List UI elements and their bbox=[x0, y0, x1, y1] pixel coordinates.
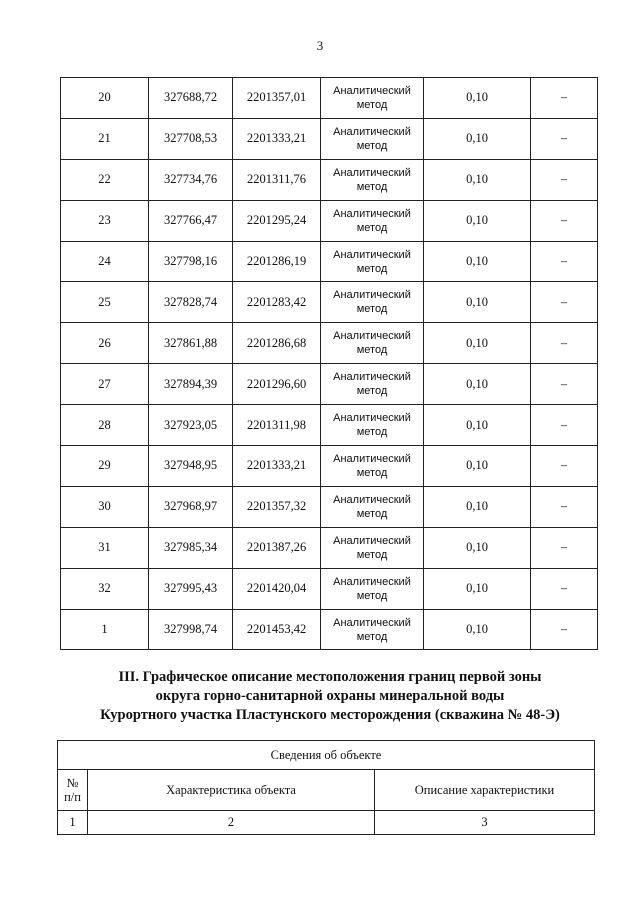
page-number: 3 bbox=[316, 38, 324, 53]
section-heading-line: Курортного участка Пластунского месторождения (скважина № 48-Э) bbox=[100, 707, 560, 723]
method-line: метод bbox=[356, 139, 388, 152]
header-number bbox=[58, 770, 88, 811]
table-row bbox=[61, 118, 598, 159]
x-coordinate-cell: 327985,34 bbox=[149, 527, 233, 568]
point-number-cell: 23 bbox=[61, 200, 149, 241]
accuracy-cell: 0,10 bbox=[424, 323, 531, 364]
note-cell: – bbox=[531, 405, 598, 446]
header-description: Описание характеристики bbox=[375, 770, 595, 811]
y-coordinate-cell: 2201357,32 bbox=[233, 486, 321, 527]
y-coordinate-cell: 2201283,42 bbox=[233, 282, 321, 323]
point-number-cell: 31 bbox=[61, 527, 149, 568]
section-heading-line: округа горно-санитарной охраны минеральной воды bbox=[155, 688, 505, 704]
y-coordinate-cell: 2201333,21 bbox=[233, 118, 321, 159]
y-coordinate-cell: 2201311,76 bbox=[233, 159, 321, 200]
x-coordinate-cell: 327688,72 bbox=[149, 78, 233, 119]
method-line: метод bbox=[356, 466, 388, 479]
method-cell bbox=[321, 364, 424, 405]
method-line: Аналитический bbox=[333, 125, 411, 138]
x-coordinate-cell: 327828,74 bbox=[149, 282, 233, 323]
point-number-cell: 32 bbox=[61, 568, 149, 609]
method-line: метод bbox=[356, 589, 388, 602]
method-line: Аналитический bbox=[333, 330, 411, 343]
header-number-line2: п/п bbox=[64, 790, 81, 804]
method-line: Аналитический bbox=[333, 412, 411, 425]
x-coordinate-cell: 327708,53 bbox=[149, 118, 233, 159]
x-coordinate-cell: 327998,74 bbox=[149, 609, 233, 650]
note-cell: – bbox=[531, 486, 598, 527]
object-info-table bbox=[57, 740, 595, 835]
table-row bbox=[61, 364, 598, 405]
note-cell: – bbox=[531, 159, 598, 200]
coordinates-table bbox=[60, 77, 598, 650]
note-cell: – bbox=[531, 527, 598, 568]
y-coordinate-cell: 2201387,26 bbox=[233, 527, 321, 568]
method-cell bbox=[321, 200, 424, 241]
table-row bbox=[61, 78, 598, 119]
table-row bbox=[61, 568, 598, 609]
method-line: Аналитический bbox=[333, 289, 411, 302]
object-info-title-row bbox=[58, 741, 595, 770]
index-cell: 3 bbox=[375, 811, 595, 835]
table-row bbox=[61, 527, 598, 568]
table-row bbox=[61, 241, 598, 282]
index-cell: 2 bbox=[88, 811, 375, 835]
point-number-cell: 20 bbox=[61, 78, 149, 119]
point-number-cell: 1 bbox=[61, 609, 149, 650]
accuracy-cell: 0,10 bbox=[424, 609, 531, 650]
point-number-cell: 25 bbox=[61, 282, 149, 323]
accuracy-cell: 0,10 bbox=[424, 200, 531, 241]
method-line: метод bbox=[356, 426, 388, 439]
y-coordinate-cell: 2201286,68 bbox=[233, 323, 321, 364]
x-coordinate-cell: 327968,97 bbox=[149, 486, 233, 527]
note-cell: – bbox=[531, 118, 598, 159]
table-row bbox=[61, 609, 598, 650]
method-cell bbox=[321, 282, 424, 323]
table-row bbox=[61, 405, 598, 446]
header-characteristic: Характеристика объекта bbox=[88, 770, 375, 811]
accuracy-cell: 0,10 bbox=[424, 118, 531, 159]
section-heading bbox=[40, 668, 620, 725]
method-line: Аналитический bbox=[333, 616, 411, 629]
x-coordinate-cell: 327995,43 bbox=[149, 568, 233, 609]
y-coordinate-cell: 2201311,98 bbox=[233, 405, 321, 446]
point-number-cell: 26 bbox=[61, 323, 149, 364]
table-row bbox=[61, 323, 598, 364]
x-coordinate-cell: 327948,95 bbox=[149, 446, 233, 487]
note-cell: – bbox=[531, 323, 598, 364]
accuracy-cell: 0,10 bbox=[424, 364, 531, 405]
note-cell: – bbox=[531, 364, 598, 405]
table-row bbox=[61, 282, 598, 323]
point-number-cell: 22 bbox=[61, 159, 149, 200]
method-cell bbox=[321, 323, 424, 364]
x-coordinate-cell: 327923,05 bbox=[149, 405, 233, 446]
method-line: метод bbox=[356, 548, 388, 561]
method-line: Аналитический bbox=[333, 248, 411, 261]
method-line: метод bbox=[356, 180, 388, 193]
method-line: Аналитический bbox=[333, 452, 411, 465]
table-row bbox=[61, 446, 598, 487]
method-cell bbox=[321, 118, 424, 159]
coordinates-table-body bbox=[61, 78, 598, 650]
y-coordinate-cell: 2201333,21 bbox=[233, 446, 321, 487]
accuracy-cell: 0,10 bbox=[424, 446, 531, 487]
x-coordinate-cell: 327894,39 bbox=[149, 364, 233, 405]
index-cell: 1 bbox=[58, 811, 88, 835]
table-row bbox=[61, 200, 598, 241]
x-coordinate-cell: 327734,76 bbox=[149, 159, 233, 200]
method-line: метод bbox=[356, 98, 388, 111]
y-coordinate-cell: 2201420,04 bbox=[233, 568, 321, 609]
point-number-cell: 28 bbox=[61, 405, 149, 446]
method-line: Аналитический bbox=[333, 493, 411, 506]
method-cell bbox=[321, 527, 424, 568]
point-number-cell: 29 bbox=[61, 446, 149, 487]
accuracy-cell: 0,10 bbox=[424, 159, 531, 200]
section-heading-line: III. Графическое описание местоположения границ первой зоны bbox=[118, 669, 542, 685]
note-cell: – bbox=[531, 282, 598, 323]
method-line: метод bbox=[356, 630, 388, 643]
object-info-index-row bbox=[58, 811, 595, 835]
accuracy-cell: 0,10 bbox=[424, 241, 531, 282]
method-line: Аналитический bbox=[333, 84, 411, 97]
method-line: метод bbox=[356, 221, 388, 234]
method-cell bbox=[321, 446, 424, 487]
accuracy-cell: 0,10 bbox=[424, 486, 531, 527]
method-line: метод bbox=[356, 344, 388, 357]
x-coordinate-cell: 327798,16 bbox=[149, 241, 233, 282]
method-cell bbox=[321, 486, 424, 527]
method-cell bbox=[321, 241, 424, 282]
table-row bbox=[61, 159, 598, 200]
y-coordinate-cell: 2201296,60 bbox=[233, 364, 321, 405]
note-cell: – bbox=[531, 78, 598, 119]
note-cell: – bbox=[531, 241, 598, 282]
method-line: Аналитический bbox=[333, 371, 411, 384]
method-cell bbox=[321, 609, 424, 650]
method-line: Аналитический bbox=[333, 534, 411, 547]
method-cell bbox=[321, 405, 424, 446]
method-line: метод bbox=[356, 303, 388, 316]
method-cell bbox=[321, 568, 424, 609]
accuracy-cell: 0,10 bbox=[424, 282, 531, 323]
table-row bbox=[61, 486, 598, 527]
point-number-cell: 30 bbox=[61, 486, 149, 527]
method-line: метод bbox=[356, 262, 388, 275]
accuracy-cell: 0,10 bbox=[424, 405, 531, 446]
accuracy-cell: 0,10 bbox=[424, 527, 531, 568]
y-coordinate-cell: 2201357,01 bbox=[233, 78, 321, 119]
x-coordinate-cell: 327766,47 bbox=[149, 200, 233, 241]
method-cell bbox=[321, 78, 424, 119]
method-line: Аналитический bbox=[333, 575, 411, 588]
object-info-title: Сведения об объекте bbox=[58, 741, 595, 770]
note-cell: – bbox=[531, 609, 598, 650]
point-number-cell: 27 bbox=[61, 364, 149, 405]
point-number-cell: 21 bbox=[61, 118, 149, 159]
accuracy-cell: 0,10 bbox=[424, 78, 531, 119]
method-line: метод bbox=[356, 507, 388, 520]
method-line: метод bbox=[356, 385, 388, 398]
y-coordinate-cell: 2201286,19 bbox=[233, 241, 321, 282]
point-number-cell: 24 bbox=[61, 241, 149, 282]
accuracy-cell: 0,10 bbox=[424, 568, 531, 609]
x-coordinate-cell: 327861,88 bbox=[149, 323, 233, 364]
header-number-line1: № bbox=[66, 776, 79, 790]
note-cell: – bbox=[531, 200, 598, 241]
note-cell: – bbox=[531, 446, 598, 487]
method-line: Аналитический bbox=[333, 166, 411, 179]
y-coordinate-cell: 2201453,42 bbox=[233, 609, 321, 650]
method-cell bbox=[321, 159, 424, 200]
note-cell: – bbox=[531, 568, 598, 609]
method-line: Аналитический bbox=[333, 207, 411, 220]
object-info-header-row bbox=[58, 770, 595, 811]
y-coordinate-cell: 2201295,24 bbox=[233, 200, 321, 241]
